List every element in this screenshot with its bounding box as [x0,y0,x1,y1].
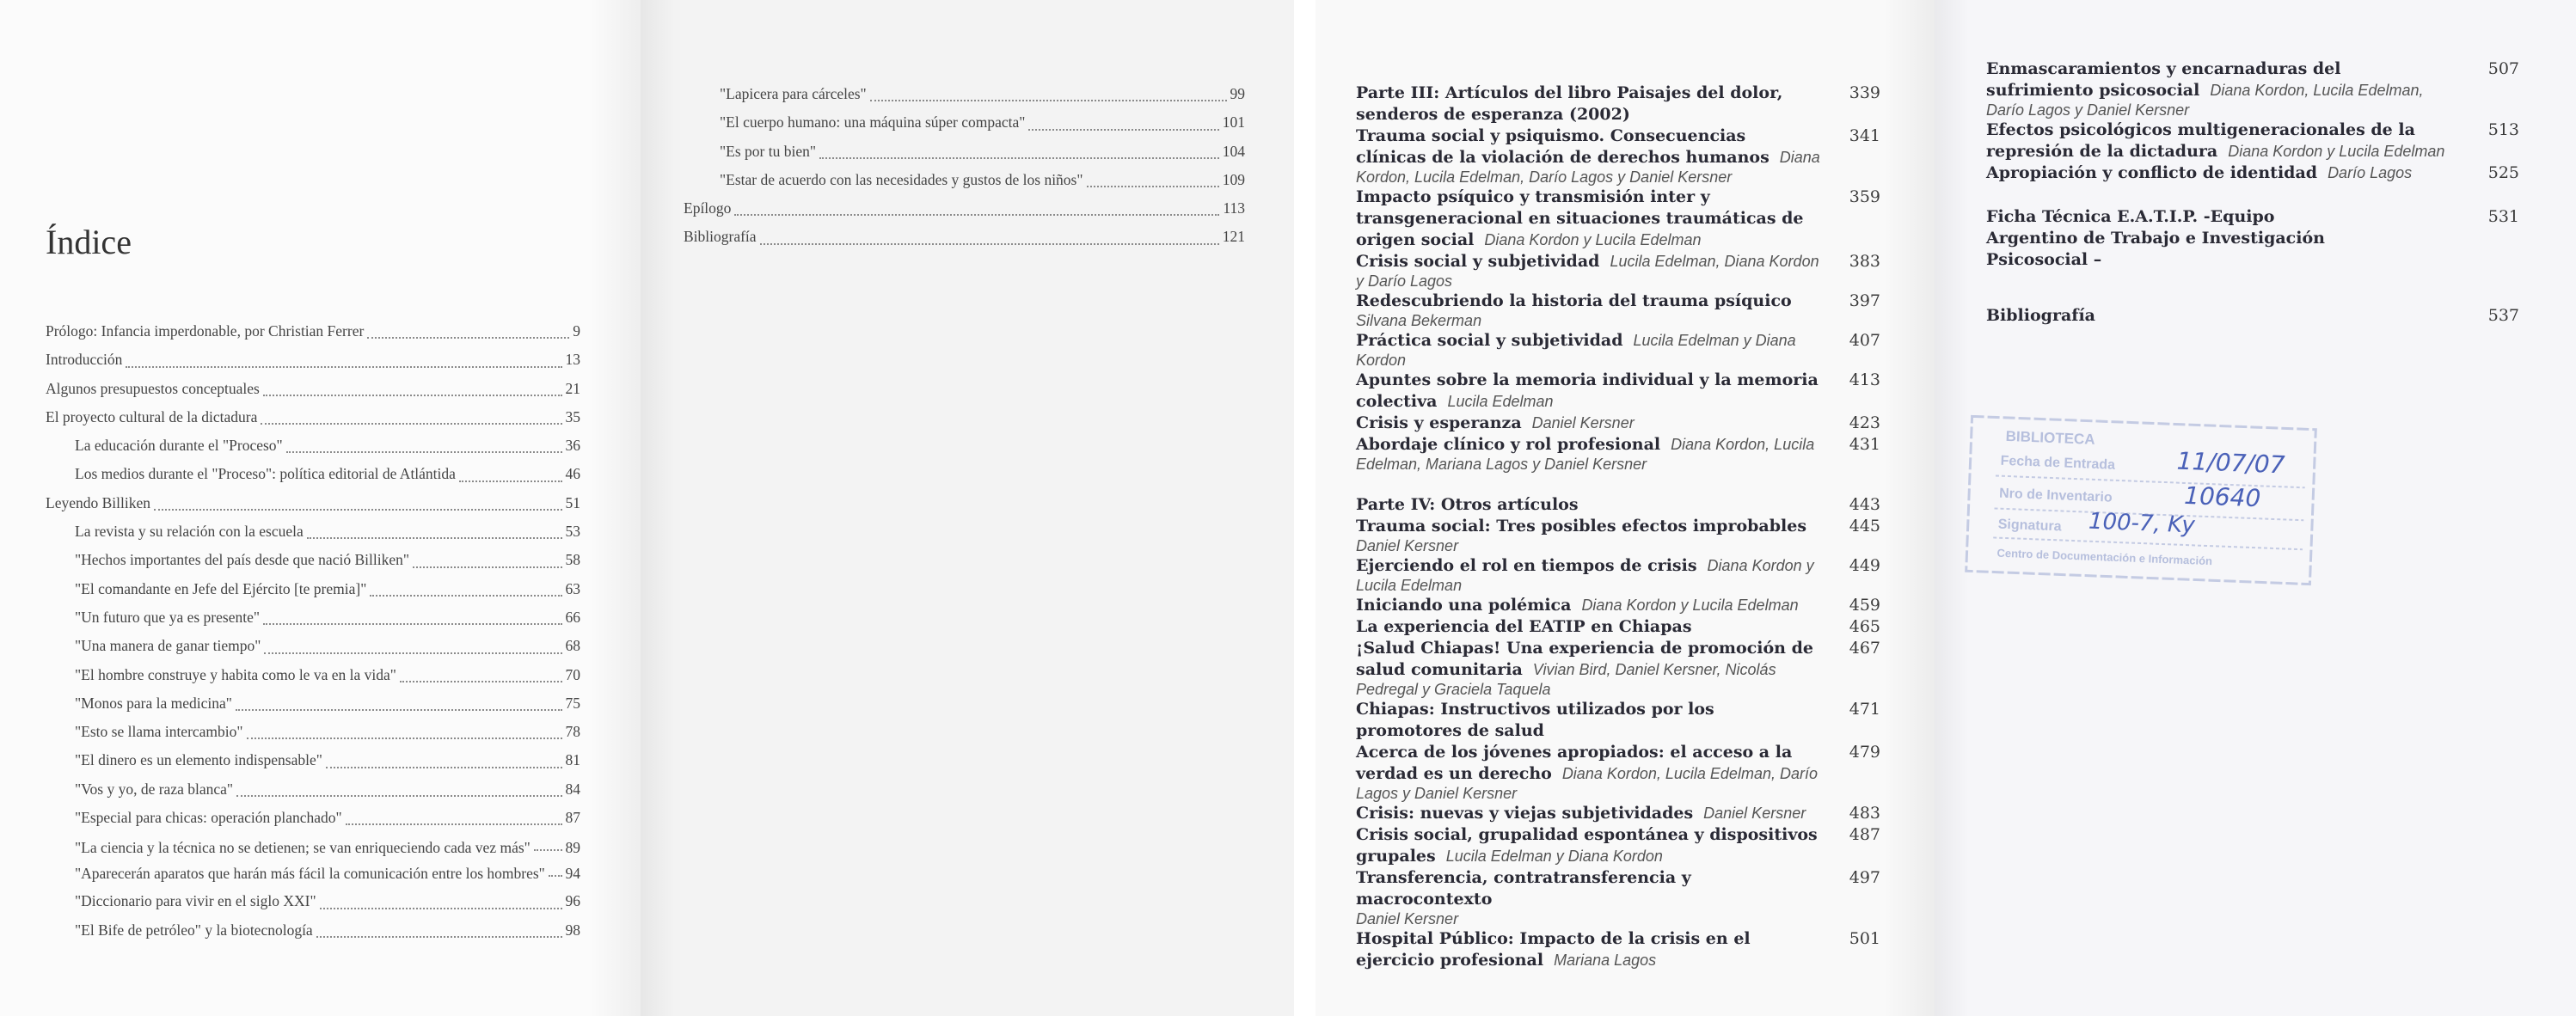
contents-entry: Chiapas: Instructivos utilizados por los promotores de salud 471 [1356,700,1880,740]
toc-entry: Introducción 13 [46,351,580,369]
toc-entry: "Aparecerán aparatos que harán más fácil la comunicación entre los hombres" 94 [75,865,580,883]
toc-entry: Algunos presupuestos conceptuales 21 [46,379,580,397]
index-list-continued [662,80,1245,252]
contents-entry: Apropiación y conflicto de identidad Darío Lagos 525 [1986,163,2519,182]
contents-entry: Impacto psíquico y transmisión inter y transgeneracional en situaciones traumáticas de origen social Diana Kordon y Lucila Edelman 359 [1356,187,1880,249]
contents-entry: Iniciando una polémica Diana Kordon y Lucila Edelman 459 [1356,596,1880,615]
contents-entry: Apuntes sobre la memoria individual y la memoria colectiva Lucila Edelman 413 [1356,370,1880,411]
toc-entry: Prólogo: Infancia imperdonable, por Christian Ferrer 9 [46,322,580,340]
contents-entry: Trauma social y psiquismo. Consecuencias clínicas de la violación de derechos humanos Diana Kordon, Lucila Edelman, Darío Lagos y Daniel Kersner 341 [1356,126,1880,186]
contents-entry: Trauma social: Tres posibles efectos improbables Daniel Kersner 445 [1356,517,1880,554]
contents-entry: ¡Salud Chiapas! Una experiencia de promoción de salud comunitaria Vivian Bird, Daniel Kersner, Nicolás Pedregal y Graciela Taquela 467 [1356,639,1880,698]
page-gutter-shadow [1883,0,1935,1016]
library-stamp [1957,407,2324,593]
toc-entry: "Esto se llama intercambio" 78 [75,723,580,741]
contents-entry: Ficha Técnica E.A.T.I.P. -Equipo Argentino de Trabajo e Investigación Psicosocial – 531 [1986,207,2519,269]
toc-entry: "Monos para la medicina" 75 [75,694,580,712]
toc-entry: "La ciencia y la técnica no se detienen; se van enriqueciendo cada vez más" 89 [75,839,580,857]
contents-list [1986,58,2519,327]
contents-entry: Bibliografía 537 [1986,306,2519,325]
contents-entry: Transferencia, contratransferencia y macrocontexto Daniel Kersner 497 [1356,868,1880,927]
contents-entry: La experiencia del EATIP en Chiapas 465 [1356,617,1880,636]
toc-entry: Epílogo 113 [684,199,1245,217]
contents-page-part-three-four [1316,0,1935,1016]
toc-entry: El proyecto cultural de la dictadura 35 [46,407,580,425]
contents-entry: Efectos psicológicos multigeneracionales de la represión de la dictadura Diana Kordon y Lucila Edelman 513 [1986,120,2519,161]
contents-entry: Acerca de los jóvenes apropiados: el acceso a la verdad es un derecho Diana Kordon, Lucila Edelman, Darío Lagos y Daniel Kersner 479 [1356,743,1880,802]
left-page-index [0,0,641,1016]
contents-list [1356,83,1880,971]
index-list [46,317,580,945]
contents-entry: Redescubriendo la historia del trauma psíquico Silvana Bekerman 397 [1356,291,1880,329]
stamp-signature-label: Signatura [1997,517,2062,535]
toc-entry: La educación durante el "Proceso" 36 [75,437,580,455]
contents-entry: Parte III: Artículos del libro Paisajes del dolor, senderos de esperanza (2002) 339 [1356,83,1880,124]
toc-entry: "El comandante en Jefe del Ejército [te premia]" 63 [75,579,580,597]
toc-entry: "Una manera de ganar tiempo" 68 [75,637,580,655]
toc-entry: "Estar de acuerdo con las necesidades y gustos de los niños" 109 [720,170,1245,188]
toc-entry: "El cuerpo humano: una máquina súper compacta" 101 [720,113,1245,132]
page-gutter-shadow [589,0,641,1016]
toc-entry: Leyendo Billiken 51 [46,493,580,511]
toc-entry: "Especial para chicas: operación planchado" 87 [75,809,580,827]
spread-gap [1294,0,1316,1016]
toc-entry: "Diccionario para vivir en el siglo XXI" 96 [75,892,580,910]
toc-entry: "Un futuro que ya es presente" 66 [75,608,580,626]
stamp-footer: Centro de Documentación e Información [1996,546,2213,568]
toc-entry: "Hechos importantes del país desde que nació Billiken" 58 [75,551,580,569]
stamp-inventory-label: Nro de Inventario [1998,486,2113,505]
contents-entry: Abordaje clínico y rol profesional Diana Kordon, Lucila Edelman, Mariana Lagos y Daniel Kersner 431 [1356,435,1880,473]
stamp-heading: BIBLIOTECA [2005,427,2095,448]
toc-entry: "El Bife de petróleo" y la biotecnología 98 [75,921,580,939]
toc-entry: "Lapicera para cárceles" 99 [720,85,1245,102]
toc-entry: Bibliografía 121 [684,228,1245,246]
contents-entry: Crisis social, grupalidad espontánea y dispositivos grupales Lucila Edelman y Diana Kordon 487 [1356,825,1880,866]
toc-entry: "El hombre construye y habita como le va en la vida" 70 [75,665,580,683]
index-title: Índice [46,223,132,261]
right-page-index-continued [641,0,1294,1016]
stamp-date-value: 11/07/07 [2176,446,2286,480]
stamp-date-label: Fecha de Entrada [2000,453,2116,473]
toc-entry: "El dinero es un elemento indispensable" 81 [75,751,580,769]
contents-entry: Crisis: nuevas y viejas subjetividades Daniel Kersner 483 [1356,804,1880,823]
toc-entry: "Es por tu bien" 104 [720,142,1245,160]
stamp-inventory-value: 10640 [2183,480,2261,513]
contents-entry: Ejerciendo el rol en tiempos de crisis Diana Kordon y Lucila Edelman 449 [1356,556,1880,594]
contents-entry: Hospital Público: Impacto de la crisis en el ejercicio profesional Mariana Lagos 501 [1356,929,1880,970]
toc-entry: Los medios durante el "Proceso": política editorial de Atlántida 46 [75,465,580,483]
contents-entry: Crisis y esperanza Daniel Kersner 423 [1356,413,1880,432]
contents-entry: Práctica social y subjetividad Lucila Edelman y Diana Kordon 407 [1356,331,1880,369]
toc-entry: La revista y su relación con la escuela 53 [75,523,580,541]
contents-entry: Enmascaramientos y encarnaduras del sufrimiento psicosocial Diana Kordon, Lucila Edelman, Darío Lagos y Daniel Kersner 507 [1986,59,2519,119]
contents-part-heading: Parte IV: Otros artículos 443 [1356,495,1880,514]
stamp-signature-value: 100-7, Ky [2088,508,2196,539]
contents-entry: Crisis social y subjetividad Lucila Edelman, Diana Kordon y Darío Lagos 383 [1356,252,1880,290]
toc-entry: "Vos y yo, de raza blanca" 84 [75,780,580,798]
